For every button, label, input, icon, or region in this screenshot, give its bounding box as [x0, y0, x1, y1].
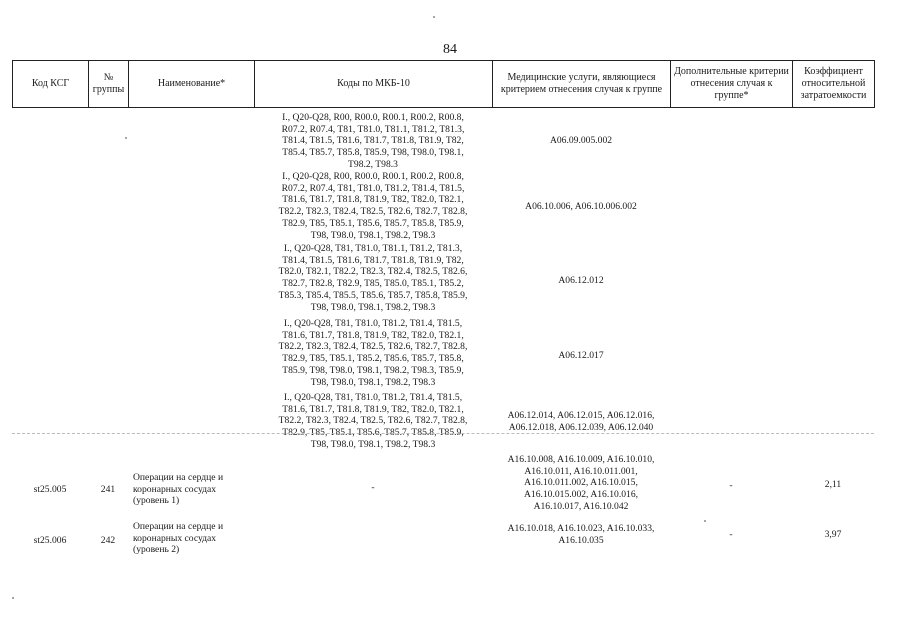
mkb-line: T98, T98.0, T98.1, T98.2, T98.3 — [310, 376, 436, 388]
continuation-mkb-4 — [254, 318, 492, 388]
mkb-line: T82.9, T85, T85.1, T85.6, T85.7, T85.8, T85.9, — [282, 217, 464, 229]
row-1-mkb: - — [371, 482, 375, 493]
row-2-name — [133, 521, 253, 556]
header-ksg-code: Код КСГ — [13, 61, 89, 108]
service-line: A06.09.005.002 — [549, 135, 613, 146]
row-2-coefficient: 3,97 — [824, 529, 842, 540]
mkb-line: I., Q20-Q28, T81, T81.0, T81.2, T81.4, T81.5, — [283, 318, 463, 329]
mkb-line: T82.2, T82.3, T82.4, T82.5, T82.6, T82.7, T82.8, — [278, 341, 468, 353]
name-line: коронарных сосудах — [133, 532, 217, 544]
row-1-coefficient: 2,11 — [824, 479, 842, 490]
service-line: A16.10.017, A16.10.042 — [533, 500, 629, 512]
row-1-services — [492, 454, 670, 513]
scan-cut-line — [12, 433, 874, 434]
mkb-line: T82.2, T82.3, T82.4, T82.5, T82.6, T82.7, T82.8, — [278, 415, 468, 427]
continuation-services-4 — [492, 350, 670, 362]
service-line: A16.10.008, A16.10.009, A16.10.010, — [507, 454, 655, 465]
mkb-line: T81.4, T81.5, T81.6, T81.7, T81.8, T81.9, T82, — [282, 254, 464, 266]
row-2-group: 242 — [100, 535, 116, 546]
service-line: A06.12.018, A06.12.039, A06.12.040 — [508, 421, 654, 433]
mkb-line: T85.4, T85.7, T85.8, T85.9, T98, T98.0, T98.1, — [282, 147, 464, 159]
mkb-line: I., Q20-Q28, T81, T81.0, T81.2, T81.4, T81.5, — [283, 392, 463, 403]
header-medical-services: Медицинские услуги, являющиеся критерием отнесения случая к группе — [493, 61, 671, 108]
mkb-line: T98, T98.0, T98.1, T98.2, T98.3 — [310, 438, 436, 450]
service-line: A16.10.018, A16.10.023, A16.10.033, — [507, 523, 655, 534]
mkb-line: I., Q20-Q28, R00, R00.0, R00.1, R00.2, R00.8, — [282, 112, 464, 123]
mkb-line: T85.9, T98, T98.0, T98.1, T98.2, T98.3, T85.9, — [282, 364, 464, 376]
mkb-line: I., Q20-Q28, T81, T81.0, T81.1, T81.2, T81.3, — [283, 243, 463, 254]
table-header — [12, 60, 875, 108]
mkb-line: T81.4, T81.5, T81.6, T81.7, T81.8, T81.9, T82, — [282, 135, 464, 147]
mkb-line: T81.6, T81.7, T81.8, T81.9, T82, T82.0, T82.1, — [282, 403, 464, 415]
mkb-line: R07.2, R07.4, T81, T81.0, T81.1, T81.2, T81.3, — [281, 123, 465, 135]
service-line: A16.10.035 — [558, 534, 604, 546]
mkb-line: R07.2, R07.4, T81, T81.0, T81.2, T81.4, T81.5, — [281, 182, 465, 194]
name-line: Операции на сердце и — [133, 472, 224, 483]
name-line: (уровень 2) — [133, 544, 180, 556]
mkb-line: T98, T98.0, T98.1, T98.2, T98.3 — [310, 301, 436, 313]
continuation-services-1 — [492, 135, 670, 147]
header-name: Наименование* — [129, 61, 255, 108]
row-1-extra: - — [729, 480, 733, 491]
row-1-group: 241 — [100, 484, 116, 495]
mkb-line: T82.9, T85, T85.1, T85.6, T85.7, T85.8, T85.9, — [282, 427, 464, 439]
row-1-code: st25.005 — [33, 484, 67, 495]
mkb-line: T98.2, T98.3 — [348, 158, 398, 170]
name-line: Операции на сердце и — [133, 521, 224, 532]
mkb-line: T82.9, T85, T85.1, T85.2, T85.6, T85.7, T85.8, — [282, 353, 464, 365]
table-body — [12, 106, 874, 626]
continuation-services-2 — [492, 201, 670, 213]
header-group-number: № группы — [89, 61, 129, 108]
service-line: A16.10.015.002, A16.10.016, — [523, 489, 639, 501]
scan-speck — [125, 137, 127, 139]
service-line: A06.12.012 — [558, 275, 604, 286]
row-2-extra: - — [729, 529, 733, 540]
mkb-line: T81.6, T81.7, T81.8, T81.9, T82, T82.0, T82.1, — [282, 194, 464, 206]
service-line: A16.10.011, A16.10.011.001, — [524, 465, 638, 477]
mkb-line: T82.7, T82.8, T82.9, T85, T85.0, T85.1, T85.2, — [282, 278, 464, 290]
row-2-code: st25.006 — [33, 535, 67, 546]
header-coefficient: Коэффициент относительной затратоемкости — [793, 61, 875, 108]
mkb-line: I., Q20-Q28, R00, R00.0, R00.1, R00.2, R00.8, — [282, 171, 464, 182]
name-line: (уровень 1) — [133, 495, 180, 507]
continuation-mkb-1 — [254, 112, 492, 171]
mkb-line: T82.0, T82.1, T82.2, T82.3, T82.4, T82.5, T82.6, — [278, 266, 468, 278]
mkb-line: T81.6, T81.7, T81.8, T81.9, T82, T82.0, T82.1, — [282, 329, 464, 341]
name-line: коронарных сосудах — [133, 483, 217, 495]
scan-speck — [433, 16, 435, 18]
scan-speck — [12, 597, 14, 599]
continuation-mkb-2 — [254, 171, 492, 241]
header-mkb-codes: Коды по МКБ-10 — [255, 61, 493, 108]
service-line: A06.12.017 — [558, 350, 604, 361]
continuation-services-3 — [492, 275, 670, 287]
service-line: A06.12.014, A06.12.015, A06.12.016, — [507, 410, 655, 421]
page-number: 84 — [443, 42, 457, 57]
scan-speck — [704, 520, 706, 522]
continuation-services-5 — [492, 410, 670, 433]
mkb-line: T85.3, T85.4, T85.5, T85.6, T85.7, T85.8, T85.9, — [278, 289, 468, 301]
continuation-mkb-3 — [254, 243, 492, 313]
service-line: A06.10.006, A06.10.006.002 — [525, 201, 637, 212]
service-line: A16.10.011.002, A16.10.015, — [524, 477, 638, 489]
mkb-line: T98, T98.0, T98.1, T98.2, T98.3 — [310, 229, 436, 241]
row-2-services — [492, 523, 670, 546]
row-1-name — [133, 472, 253, 507]
header-extra-criteria: Дополнительные критерии отнесения случая к группе* — [671, 61, 793, 108]
mkb-line: T82.2, T82.3, T82.4, T82.5, T82.6, T82.7, T82.8, — [278, 206, 468, 218]
continuation-mkb-5 — [254, 392, 492, 451]
